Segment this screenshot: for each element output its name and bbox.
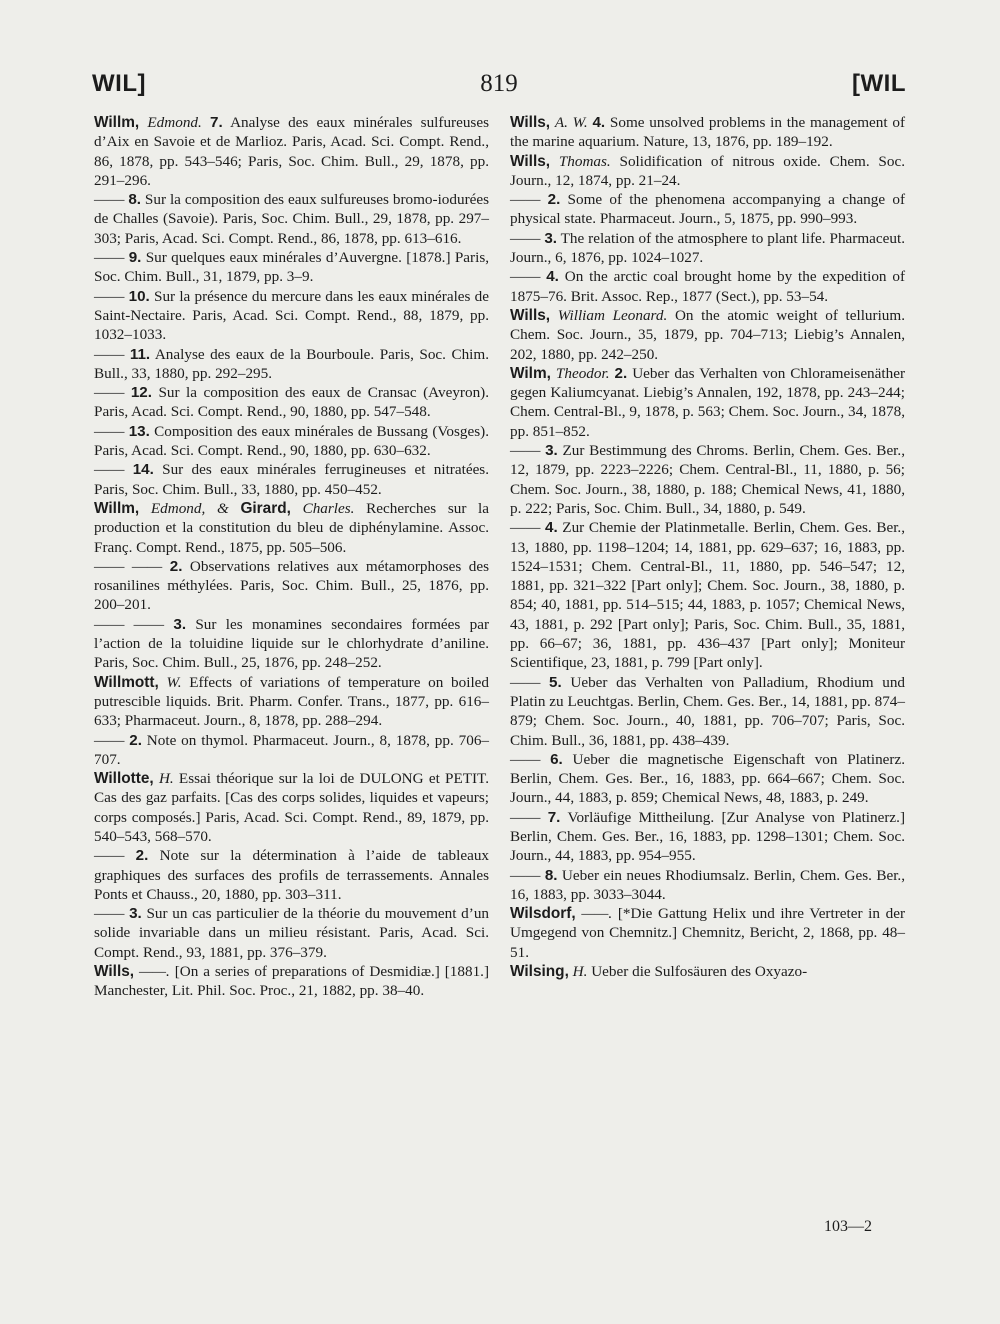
bibliography-entry bbox=[94, 846, 489, 904]
entry-number: 7. bbox=[210, 114, 223, 131]
entry-number: 3. bbox=[545, 442, 558, 460]
author-given-name: H. bbox=[572, 963, 588, 981]
ditto-dash: —— bbox=[510, 268, 541, 286]
entry-number: 2. bbox=[169, 557, 183, 575]
author-given-name: W. bbox=[166, 673, 182, 691]
ditto-dash: —— bbox=[510, 229, 541, 247]
bibliography-entry bbox=[94, 904, 489, 962]
running-head-right: [WIL bbox=[852, 70, 906, 97]
coauthor-surname: Girard, bbox=[240, 499, 291, 517]
entry-text: Sur des eaux minérales ferrugineuses et nitratées. Paris, Soc. Chim. Bull., 33, 1880, pp. 450–452. bbox=[94, 461, 490, 498]
bibliography-entry bbox=[94, 615, 489, 673]
entry-number: 14. bbox=[132, 461, 154, 479]
ditto-dash: —— bbox=[510, 673, 541, 691]
ditto-dash: —— bbox=[510, 808, 541, 826]
entry-text: Ueber ein neues Rhodiumsalz. Berlin, Chem. Ges. Ber., 16, 1883, pp. 3033–3044. bbox=[510, 866, 906, 903]
ditto-dash: —— bbox=[94, 345, 125, 363]
author-surname: Wilsing, bbox=[510, 963, 569, 981]
entry-text: Effects of variations of temperature on boiled putrescible liquids. Brit. Pharm. Confer. Trans., 1877, pp. 616–633; Pharmaceut. Journ., 8, 1878, pp. 288–294. bbox=[94, 673, 489, 730]
entry-text: Analyse des eaux de la Bourboule. Paris, Soc. Chim. Bull., 33, 1880, pp. 292–295. bbox=[94, 345, 489, 382]
entry-number: 3. bbox=[544, 229, 557, 247]
right-column bbox=[510, 113, 905, 981]
entry-text: Note on thymol. Pharmaceut. Journ., 8, 1878, pp. 706–707. bbox=[94, 731, 490, 768]
ditto-dash: —— bbox=[510, 442, 541, 460]
ditto-dash: —— bbox=[94, 191, 125, 209]
entry-number: 2. bbox=[614, 364, 628, 382]
ditto-dash: —— —— bbox=[94, 615, 165, 633]
bibliography-entry bbox=[94, 190, 489, 248]
bibliography-entry bbox=[510, 808, 905, 866]
entry-text: Ueber das Verhalten von Chlorameisenäther gegen Kaliumcyanat. Liebig’s Annalen, 192, 1878, pp. 243–244; Chem. Central-Bl., 9, 1878, p. 563; Chem. Soc. Journ., 34, 1878, pp. 851–852. bbox=[510, 364, 906, 440]
author-surname: Wills, bbox=[94, 963, 135, 981]
ditto-dash: —— bbox=[510, 750, 541, 768]
author-surname: Willm, bbox=[94, 499, 140, 517]
ditto-dash: —— bbox=[94, 287, 125, 305]
entry-text: Zur Chemie der Platinmetalle. Berlin, Chem. Ges. Ber., 13, 1880, pp. 1198–1204; 14, 1881, pp. 629–637; 16, 1883, pp. 1524–1531; Chem. Central-Bl., 11, 1880, pp. 546–547; 12, 1881, pp. 321–322 [Part only]; Chem. Soc. Journ., 38, 1880, p. 854; 40, 1881, pp. 514–515; 44, 1883, p. 1057; Chemical News, 43, 1881, p. 292 [Part only]; Paris, Soc. Chim. Bull., 35, 1881, pp. 66–67; 36, 1881, pp. 436–437 [Part only]; Moniteur Scientifique, 23, 1881, p. 799 [Part only]. bbox=[510, 519, 906, 672]
entry-text: On the atomic weight of tellurium. Chem. Soc. Journ., 35, 1879, pp. 704–713; Liebig’s Annalen, 202, 1880, pp. 242–250. bbox=[510, 306, 906, 363]
bibliography-entry bbox=[94, 769, 489, 846]
author-given-name: Thomas. bbox=[558, 152, 611, 170]
bibliography-entry bbox=[510, 518, 905, 672]
author-surname: Willmott, bbox=[94, 673, 159, 691]
entry-text: Sur les monamines secondaires formées par l’action de la toluidine liquide sur le chlorhydrate d’aniline. Paris, Soc. Chim. Bull., 25, 1876, pp. 248–252. bbox=[94, 615, 490, 672]
entry-number: 7. bbox=[547, 808, 561, 826]
bibliography-entry bbox=[94, 557, 489, 615]
entry-number: 3. bbox=[173, 615, 187, 633]
bibliography-entry bbox=[94, 962, 489, 1001]
entry-text: Some of the phenomena accompanying a change of physical state. Pharmaceut. Journ., 5, 1875, pp. 990–993. bbox=[510, 191, 906, 228]
bibliography-entry bbox=[510, 441, 905, 518]
entry-number: 10. bbox=[128, 287, 150, 305]
ditto-dash: —— bbox=[94, 905, 125, 923]
entry-text: Sur la composition des eaux sulfureuses bromo-iodurées de Challes (Savoie). Paris, Soc. Chim. Bull., 29, 1878, pp. 297–303; Paris, Acad. Sci. Compt. Rend., 86, 1878, pp. 613–616. bbox=[94, 191, 490, 247]
bibliography-entry bbox=[510, 904, 905, 962]
author-given-name: ——. bbox=[581, 905, 613, 923]
author-given-name: A. W. bbox=[554, 114, 588, 131]
entry-number: 8. bbox=[128, 191, 141, 209]
bibliography-entry bbox=[510, 229, 905, 268]
entry-text: [*Die Gattung Helix und ihre Vertreter in der Umgegend von Chemnitz.] Chemnitz, Bericht, 2, 1868, pp. 48–51. bbox=[510, 905, 906, 961]
bibliography-entry bbox=[94, 460, 489, 499]
left-column bbox=[94, 113, 489, 1001]
entry-number: 9. bbox=[128, 249, 142, 267]
author-surname: Wilm, bbox=[510, 364, 551, 382]
ditto-dash: —— bbox=[94, 422, 125, 440]
entry-text: Note sur la détermination à l’aide de tableaux graphiques des surfaces des profils de terrassements. Annales Ponts et Chauss., 20, 1880, pp. 303–311. bbox=[94, 847, 490, 903]
entry-text: Recherches sur la production et la constitution du bleu de diphénylamine. Assoc. Franç. Compt. Rend., 1875, pp. 505–506. bbox=[94, 499, 490, 556]
entry-number: 3. bbox=[129, 905, 142, 923]
entry-number: 8. bbox=[544, 866, 558, 884]
entry-number: 4. bbox=[545, 519, 558, 537]
ditto-dash: —— bbox=[510, 191, 541, 209]
author-given-name: William Leonard. bbox=[557, 306, 668, 324]
page-number: 819 bbox=[480, 70, 518, 97]
entry-text: Vorläufige Mittheilung. [Zur Analyse von Platinerz.] Berlin, Chem. Ges. Ber., 16, 1883, pp. 1298–1301; Chem. Soc. Journ., 44, 1883, pp. 954–955. bbox=[510, 808, 905, 865]
bibliography-entry bbox=[94, 499, 489, 557]
entry-number: 2. bbox=[547, 191, 561, 209]
entry-text: Sur la présence du mercure dans les eaux minérales de Saint-Nectaire. Paris, Acad. Sci. Compt. Rend., 88, 1879, pp. 1032–1033. bbox=[94, 287, 490, 344]
entry-text: Sur un cas particulier de la théorie du mouvement d’un solide invariable dans un milieu résistant. Paris, Acad. Sci. Compt. Rend., 93, 1881, pp. 376–379. bbox=[94, 905, 490, 961]
entry-text: Sur quelques eaux minérales d’Auvergne. [1878.] Paris, Soc. Chim. Bull., 31, 1879, pp. 3–9. bbox=[94, 249, 490, 286]
bibliography-entry bbox=[510, 152, 905, 191]
author-given-name: ——. bbox=[138, 963, 170, 981]
entry-text: The relation of the atmosphere to plant life. Pharmaceut. Journ., 6, 1876, pp. 1024–1027. bbox=[510, 229, 905, 267]
bibliography-entry bbox=[510, 306, 905, 364]
entry-number: 11. bbox=[129, 345, 151, 363]
entry-text: Composition des eaux minérales de Bussang (Vosges). Paris, Acad. Sci. Compt. Rend., 90, 1880, pp. 630–632. bbox=[94, 422, 489, 460]
author-surname: Wilsdorf, bbox=[510, 905, 576, 923]
bibliography-entry bbox=[94, 287, 489, 345]
bibliography-entry bbox=[510, 190, 905, 229]
author-given-name: Theodor. bbox=[555, 364, 610, 382]
ditto-dash: —— —— bbox=[94, 557, 163, 575]
bibliography-entry bbox=[94, 422, 489, 461]
entry-text: Essai théorique sur la loi de DULONG et PETIT. Cas des gaz parfaits. [Cas des corps solides, liquides et vapeurs; corps composés.] Paris, Acad. Sci. Compt. Rend., 89, 1879, pp. 540–543, 568–570. bbox=[94, 770, 490, 845]
signature-mark: 103—2 bbox=[824, 1218, 872, 1235]
author-surname: Willotte, bbox=[94, 770, 154, 788]
bibliography-entry bbox=[94, 248, 489, 287]
bibliography-entry bbox=[510, 267, 905, 306]
coauthor-given-name: Charles. bbox=[302, 499, 355, 517]
entry-text: Analyse des eaux minérales sulfureuses d’Aix en Savoie et de Marlioz. Paris, Acad. Sci. Compt. Rend., 86, 1878, pp. 543–546; Paris, Soc. Chim. Bull., 29, 1878, pp. 291–296. bbox=[94, 114, 489, 189]
entry-number: 2. bbox=[129, 731, 142, 749]
bibliography-entry bbox=[94, 673, 489, 731]
entry-text: On the arctic coal brought home by the expedition of 1875–76. Brit. Assoc. Rep., 1877 (Sect.), pp. 53–54. bbox=[510, 268, 906, 305]
entry-number: 2. bbox=[135, 847, 149, 865]
bibliography-entry bbox=[94, 345, 489, 384]
bibliography-entry bbox=[510, 866, 905, 905]
entry-number: 13. bbox=[128, 422, 150, 440]
author-given-name: Edmond, & bbox=[150, 499, 229, 517]
entry-number: 4. bbox=[546, 268, 559, 286]
ditto-dash: —— bbox=[94, 461, 125, 479]
author-given-name: Edmond. bbox=[147, 114, 202, 131]
bibliography-entry bbox=[510, 962, 905, 981]
entry-text: Ueber das Verhalten von Palladium, Rhodium und Platin zu Leuchtgas. Berlin, Chem. Ges. Ber., 14, 1881, pp. 874–879; Chem. Soc. Journ., 40, 1881, pp. 706–707; Paris, Soc. Chim. Bull., 36, 1881, pp. 438–439. bbox=[510, 673, 906, 749]
entry-number: 6. bbox=[550, 750, 563, 768]
entry-number: 5. bbox=[549, 673, 562, 691]
author-surname: Willm, bbox=[94, 114, 140, 131]
entry-text: Zur Bestimmung des Chroms. Berlin, Chem. Ges. Ber., 12, 1879, pp. 2223–2226; Chem. Central-Bl., 11, 1880, p. 56; Chem. Soc. Journ., 38, 1880, p. 188; Chemical News, 41, 1880, p. 222; Paris, Soc. Chim. Bull., 34, 1880, p. 549. bbox=[510, 442, 905, 517]
entry-text: Solidification of nitrous oxide. Chem. Soc. Journ., 12, 1874, pp. 21–24. bbox=[510, 152, 906, 189]
entry-text: Observations relatives aux métamorphoses des rosanilines méthylées. Paris, Soc. Chim. Bull., 25, 1876, pp. 200–201. bbox=[94, 557, 489, 614]
page-header bbox=[92, 70, 906, 104]
bibliography-entry bbox=[94, 731, 489, 770]
ditto-dash: —— bbox=[510, 519, 541, 537]
entry-number: 12. bbox=[130, 384, 152, 402]
bibliography-entry bbox=[94, 383, 489, 422]
ditto-dash: —— bbox=[510, 866, 541, 884]
author-given-name: H. bbox=[158, 770, 174, 788]
ditto-dash: —— bbox=[94, 847, 125, 865]
author-surname: Wills, bbox=[510, 114, 551, 131]
running-head-left: WIL] bbox=[92, 70, 146, 97]
entry-text: [On a series of preparations of Desmidiæ.] [1881.] Manchester, Lit. Phil. Soc. Proc., 21, 1882, pp. 38–40. bbox=[94, 963, 490, 1000]
bibliography-entry bbox=[510, 673, 905, 750]
ditto-dash: —— bbox=[94, 384, 125, 402]
bibliography-entry bbox=[94, 113, 489, 190]
bibliography-entry bbox=[510, 364, 905, 441]
ditto-dash: —— bbox=[94, 249, 125, 267]
entry-number: 4. bbox=[592, 114, 606, 131]
entry-text: Ueber die Sulfosäuren des Oxyazo- bbox=[591, 963, 808, 981]
bibliography-entry bbox=[510, 113, 905, 152]
ditto-dash: —— bbox=[94, 731, 125, 749]
entry-text: Ueber die magnetische Eigenschaft von Platinerz. Berlin, Chem. Ges. Ber., 16, 1883, pp. 664–667; Chem. Soc. Journ., 44, 1883, p. 859; Chemical News, 48, 1883, p. 249. bbox=[510, 750, 905, 807]
entry-text: Some unsolved problems in the management of the marine aquarium. Nature, 13, 1876, pp. 189–192. bbox=[510, 114, 906, 151]
author-surname: Wills, bbox=[510, 306, 551, 324]
author-surname: Wills, bbox=[510, 152, 551, 170]
entry-text: Sur la composition des eaux de Cransac (Aveyron). Paris, Acad. Sci. Compt. Rend., 90, 1880, pp. 547–548. bbox=[94, 384, 490, 421]
bibliography-entry bbox=[510, 750, 905, 808]
